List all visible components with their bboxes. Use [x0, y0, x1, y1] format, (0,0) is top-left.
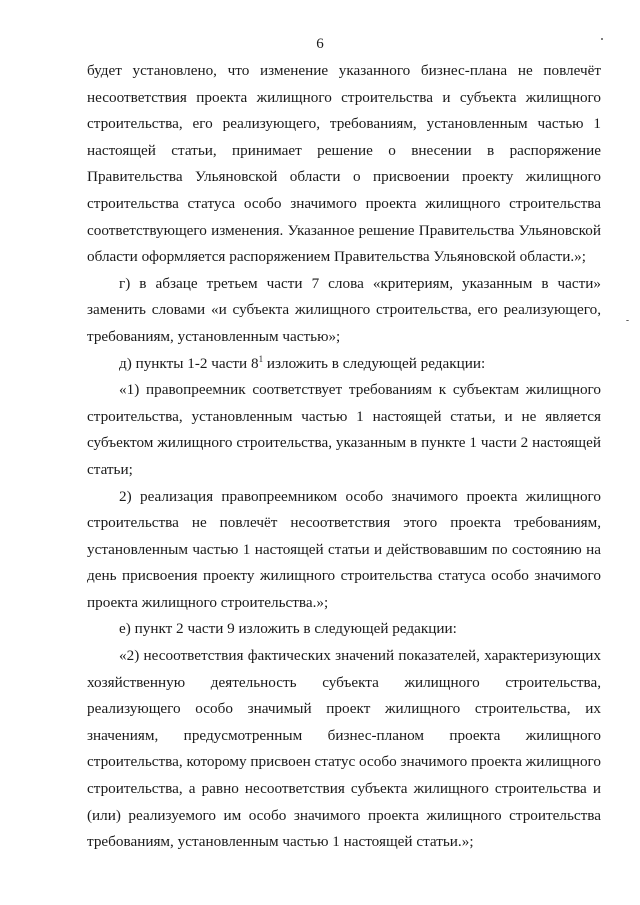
paragraph-continuation: будет установлено, что изменение указанного бизнес-плана не повлечёт несоответствия проекта жилищного строительства и субъекта жилищного строительства, его реализующего, требованиям, установленным частью 1 настоящей статьи, принимает решение о внесении в распоряжение Правительства Ульяновской области о присвоении проекту жилищного строительства статуса особо значимого проекта жилищного строительства соответствующего изменения. Указанное решение Правительства Ульяновской области оформляется распоряжением Правительства Ульяновской области.»;	[87, 62, 601, 266]
superscript: 1	[258, 353, 264, 364]
paragraph-d-text: д) пункты 1-2 части 8	[119, 354, 259, 372]
paragraph-item-1: «1) правопреемник соответствует требованиям к субъектам жилищного строительства, установленным частью 1 настоящей статьи, и не является субъектом жилищного строительства, указанным в пункте 1 части 2 настоящей статьи;	[87, 381, 601, 478]
paragraph-item-2: 2) реализация правопреемником особо значимого проекта жилищного строительства не повлечёт несоответствия этого проекта требованиям, установленным частью 1 настоящей статьи и действовавшим по состоянию на день присвоения проекту жилищного строительства статуса особо значимого проекта жилищного строительства.»;	[87, 487, 601, 611]
paragraph-d	[87, 351, 601, 378]
paragraph-item-2-new: «2) несоответствия фактических значений показателей, характеризующих хозяйственную деятельность субъекта жилищного строительства, реализующего особо значимый проект жилищного строительства, их значениям, предусмотренным бизнес-планом проекта жилищного строительства, которому присвоен статус особо значимого проекта жилищного строительства, а равно несоответствия субъекта жилищного строительства и (или) реализуемого им особо значимого проекта жилищного строительства требованиям, установленным частью 1 настоящей статьи.»;	[87, 647, 601, 851]
paragraph-e: е) пункт 2 части 9 изложить в следующей редакции:	[119, 620, 457, 638]
document-body	[87, 58, 601, 856]
paragraph-g: г) в абзаце третьем части 7 слова «критериям, указанным в части» заменить словами «и субъекта жилищного строительства, его реализующего, требованиям, установленным частью»;	[87, 274, 601, 345]
paragraph-d-text-tail: изложить в следующей редакции:	[263, 354, 486, 372]
scan-speck	[601, 38, 603, 40]
scan-speck	[626, 320, 629, 321]
page-number: 6	[316, 36, 324, 52]
